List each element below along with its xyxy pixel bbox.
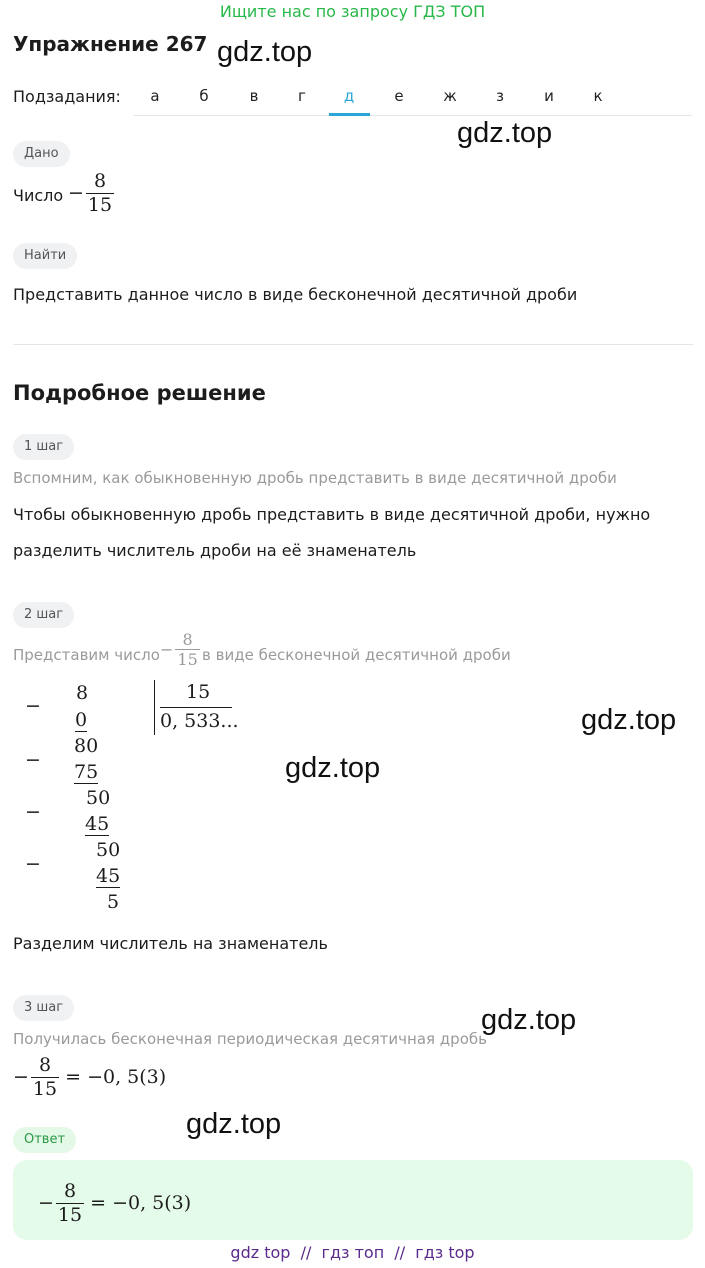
watermark: gdz.top	[581, 704, 677, 736]
division-subtrahend: 0	[75, 709, 88, 731]
find-text: Представить данное число в виде бесконечной десятичной дроби	[13, 285, 578, 304]
tab-v[interactable]: в	[249, 87, 259, 105]
answer-equation	[38, 1180, 191, 1227]
tab-e[interactable]: е	[394, 87, 404, 105]
tabs-divider	[134, 115, 692, 116]
find-badge: Найти	[13, 243, 77, 269]
watermark: gdz.top	[481, 1004, 577, 1036]
step1-text-line1: Чтобы обыкновенную дробь представить в виде десятичной дроби, нужно	[13, 505, 651, 524]
minus-sign: −	[160, 640, 174, 660]
equation-result: = −0, 5(3)	[90, 1192, 192, 1215]
numerator: 8	[93, 170, 107, 192]
step2-hint-suffix: в виде бесконечной десятичной дроби	[202, 646, 511, 664]
subtasks-label: Подзадания:	[13, 87, 121, 106]
division-bracket-horizontal	[160, 707, 232, 708]
division-minus: −	[25, 749, 41, 771]
division-subtrahend: 75	[74, 761, 99, 783]
section-divider	[13, 344, 693, 345]
solution-title: Подробное решение	[13, 381, 266, 405]
minus-sign: −	[68, 182, 84, 205]
division-quotient: 0, 533...	[160, 710, 239, 732]
step2-text: Разделим числитель на знаменатель	[13, 934, 328, 953]
division-remainder: 80	[74, 735, 99, 757]
step1-text-line2: разделить числитель дроби на её знаменатель	[13, 541, 417, 560]
denominator: 15	[32, 1077, 58, 1100]
division-final-remainder: 5	[107, 891, 120, 913]
step3-badge: 3 шаг	[13, 995, 74, 1021]
top-banner[interactable]: Ищите нас по запросу ГДЗ ТОП	[219, 2, 486, 21]
division-remainder: 50	[86, 787, 111, 809]
denominator: 15	[57, 1203, 83, 1226]
step2-hint-fraction	[160, 630, 200, 669]
division-dividend: 8	[76, 682, 89, 704]
division-minus: −	[25, 801, 41, 823]
denominator: 15	[87, 193, 113, 216]
step2-badge: 2 шаг	[13, 602, 74, 628]
minus-sign: −	[13, 1066, 29, 1089]
numerator: 8	[38, 1054, 52, 1076]
step3-hint: Получилась бесконечная периодическая десятичная дробь	[13, 1030, 487, 1048]
tab-d[interactable]: д	[343, 87, 355, 105]
tab-z[interactable]: з	[496, 87, 504, 105]
division-subtrahend: 45	[96, 865, 121, 887]
denominator: 15	[177, 650, 198, 670]
step1-badge: 1 шаг	[13, 434, 74, 460]
active-tab-indicator	[329, 113, 370, 116]
given-text: Число	[13, 186, 64, 205]
page-title: Упражнение 267	[13, 32, 208, 56]
watermark: gdz.top	[217, 36, 313, 68]
numerator: 8	[63, 1180, 77, 1202]
step1-hint: Вспомним, как обыкновенную дробь представить в виде десятичной дроби	[13, 469, 617, 487]
division-bracket-vertical	[154, 680, 155, 735]
minus-sign: −	[38, 1192, 54, 1215]
watermark: gdz.top	[186, 1108, 282, 1140]
watermark: gdz.top	[457, 117, 553, 149]
answer-badge: Ответ	[13, 1127, 76, 1153]
step2-hint-prefix: Представим число	[13, 646, 160, 664]
division-divisor: 15	[186, 681, 211, 703]
tab-i[interactable]: и	[544, 87, 554, 105]
tab-k[interactable]: к	[593, 87, 603, 105]
division-minus: −	[25, 853, 41, 875]
watermark: gdz.top	[285, 752, 381, 784]
numerator: 8	[182, 630, 193, 649]
given-badge: Дано	[13, 141, 70, 167]
division-minus: −	[25, 695, 41, 717]
footer-links[interactable]: gdz top // гдз топ // гдз top	[230, 1243, 475, 1262]
step3-equation	[13, 1054, 166, 1101]
division-remainder: 50	[96, 839, 121, 861]
division-subtrahend: 45	[85, 813, 110, 835]
tab-b[interactable]: б	[199, 87, 209, 105]
equation-result: = −0, 5(3)	[65, 1066, 167, 1089]
tab-a[interactable]: а	[150, 87, 160, 105]
tab-g[interactable]: г	[298, 87, 306, 105]
tab-zh[interactable]: ж	[443, 87, 457, 105]
given-fraction	[68, 170, 114, 217]
